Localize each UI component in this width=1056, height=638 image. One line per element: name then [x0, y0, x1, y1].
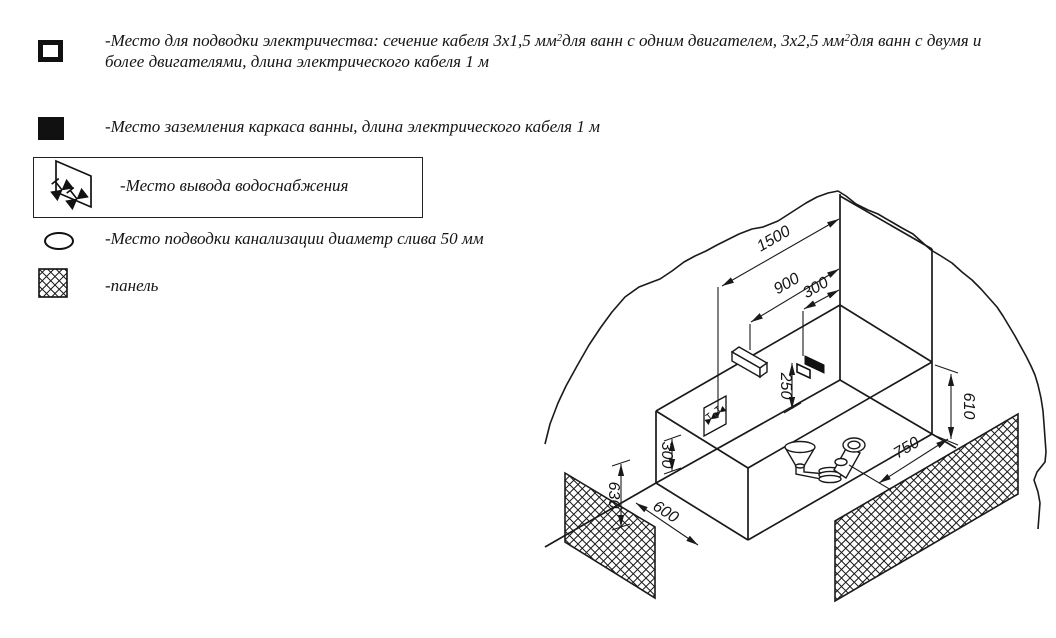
electric-text-3: для ванн с двумя и [849, 31, 982, 50]
dim-630: 630 [605, 481, 622, 509]
electric-sup-2: 2 [844, 32, 850, 44]
wall-edges [656, 194, 932, 483]
dim-750: 750 [890, 433, 923, 463]
dim-300-left: 300 [658, 441, 675, 469]
dim-600: 600 [649, 497, 682, 527]
dim-900: 900 [770, 270, 803, 299]
dim-1500: 1500 [754, 222, 794, 256]
drain-hole [835, 459, 847, 466]
electric-sup-1: 2 [556, 32, 563, 44]
ext-610 [935, 365, 958, 445]
electric-outlet-box [732, 347, 767, 377]
legend-sewer-label: -Место подводки канализации диаметр слива 50 мм [105, 229, 484, 248]
electric-text-1: -Место для подводки электричества: сечение кабеля 3х1,5 мм [105, 31, 557, 50]
electric-text-2: для ванн с одним двигателем, 3х2,5 мм [562, 31, 845, 50]
legend-water-label: -Место вывода водоснабжения [120, 176, 349, 195]
electric-text-line2: более двигателями, длина электрического кабеля 1 м [105, 51, 489, 71]
dim-250: 250 [777, 372, 794, 400]
legend-grounding-label: -Место заземления каркаса ванны, длина электрического кабеля 1 м [105, 117, 600, 136]
water-supply-point [703, 396, 726, 436]
dim-610: 610 [960, 392, 977, 420]
drain-siphon [785, 438, 865, 483]
legend-panel-label: -панель [105, 276, 159, 295]
grounding-mark [797, 356, 824, 378]
dim-300-top: 300 [799, 274, 832, 303]
